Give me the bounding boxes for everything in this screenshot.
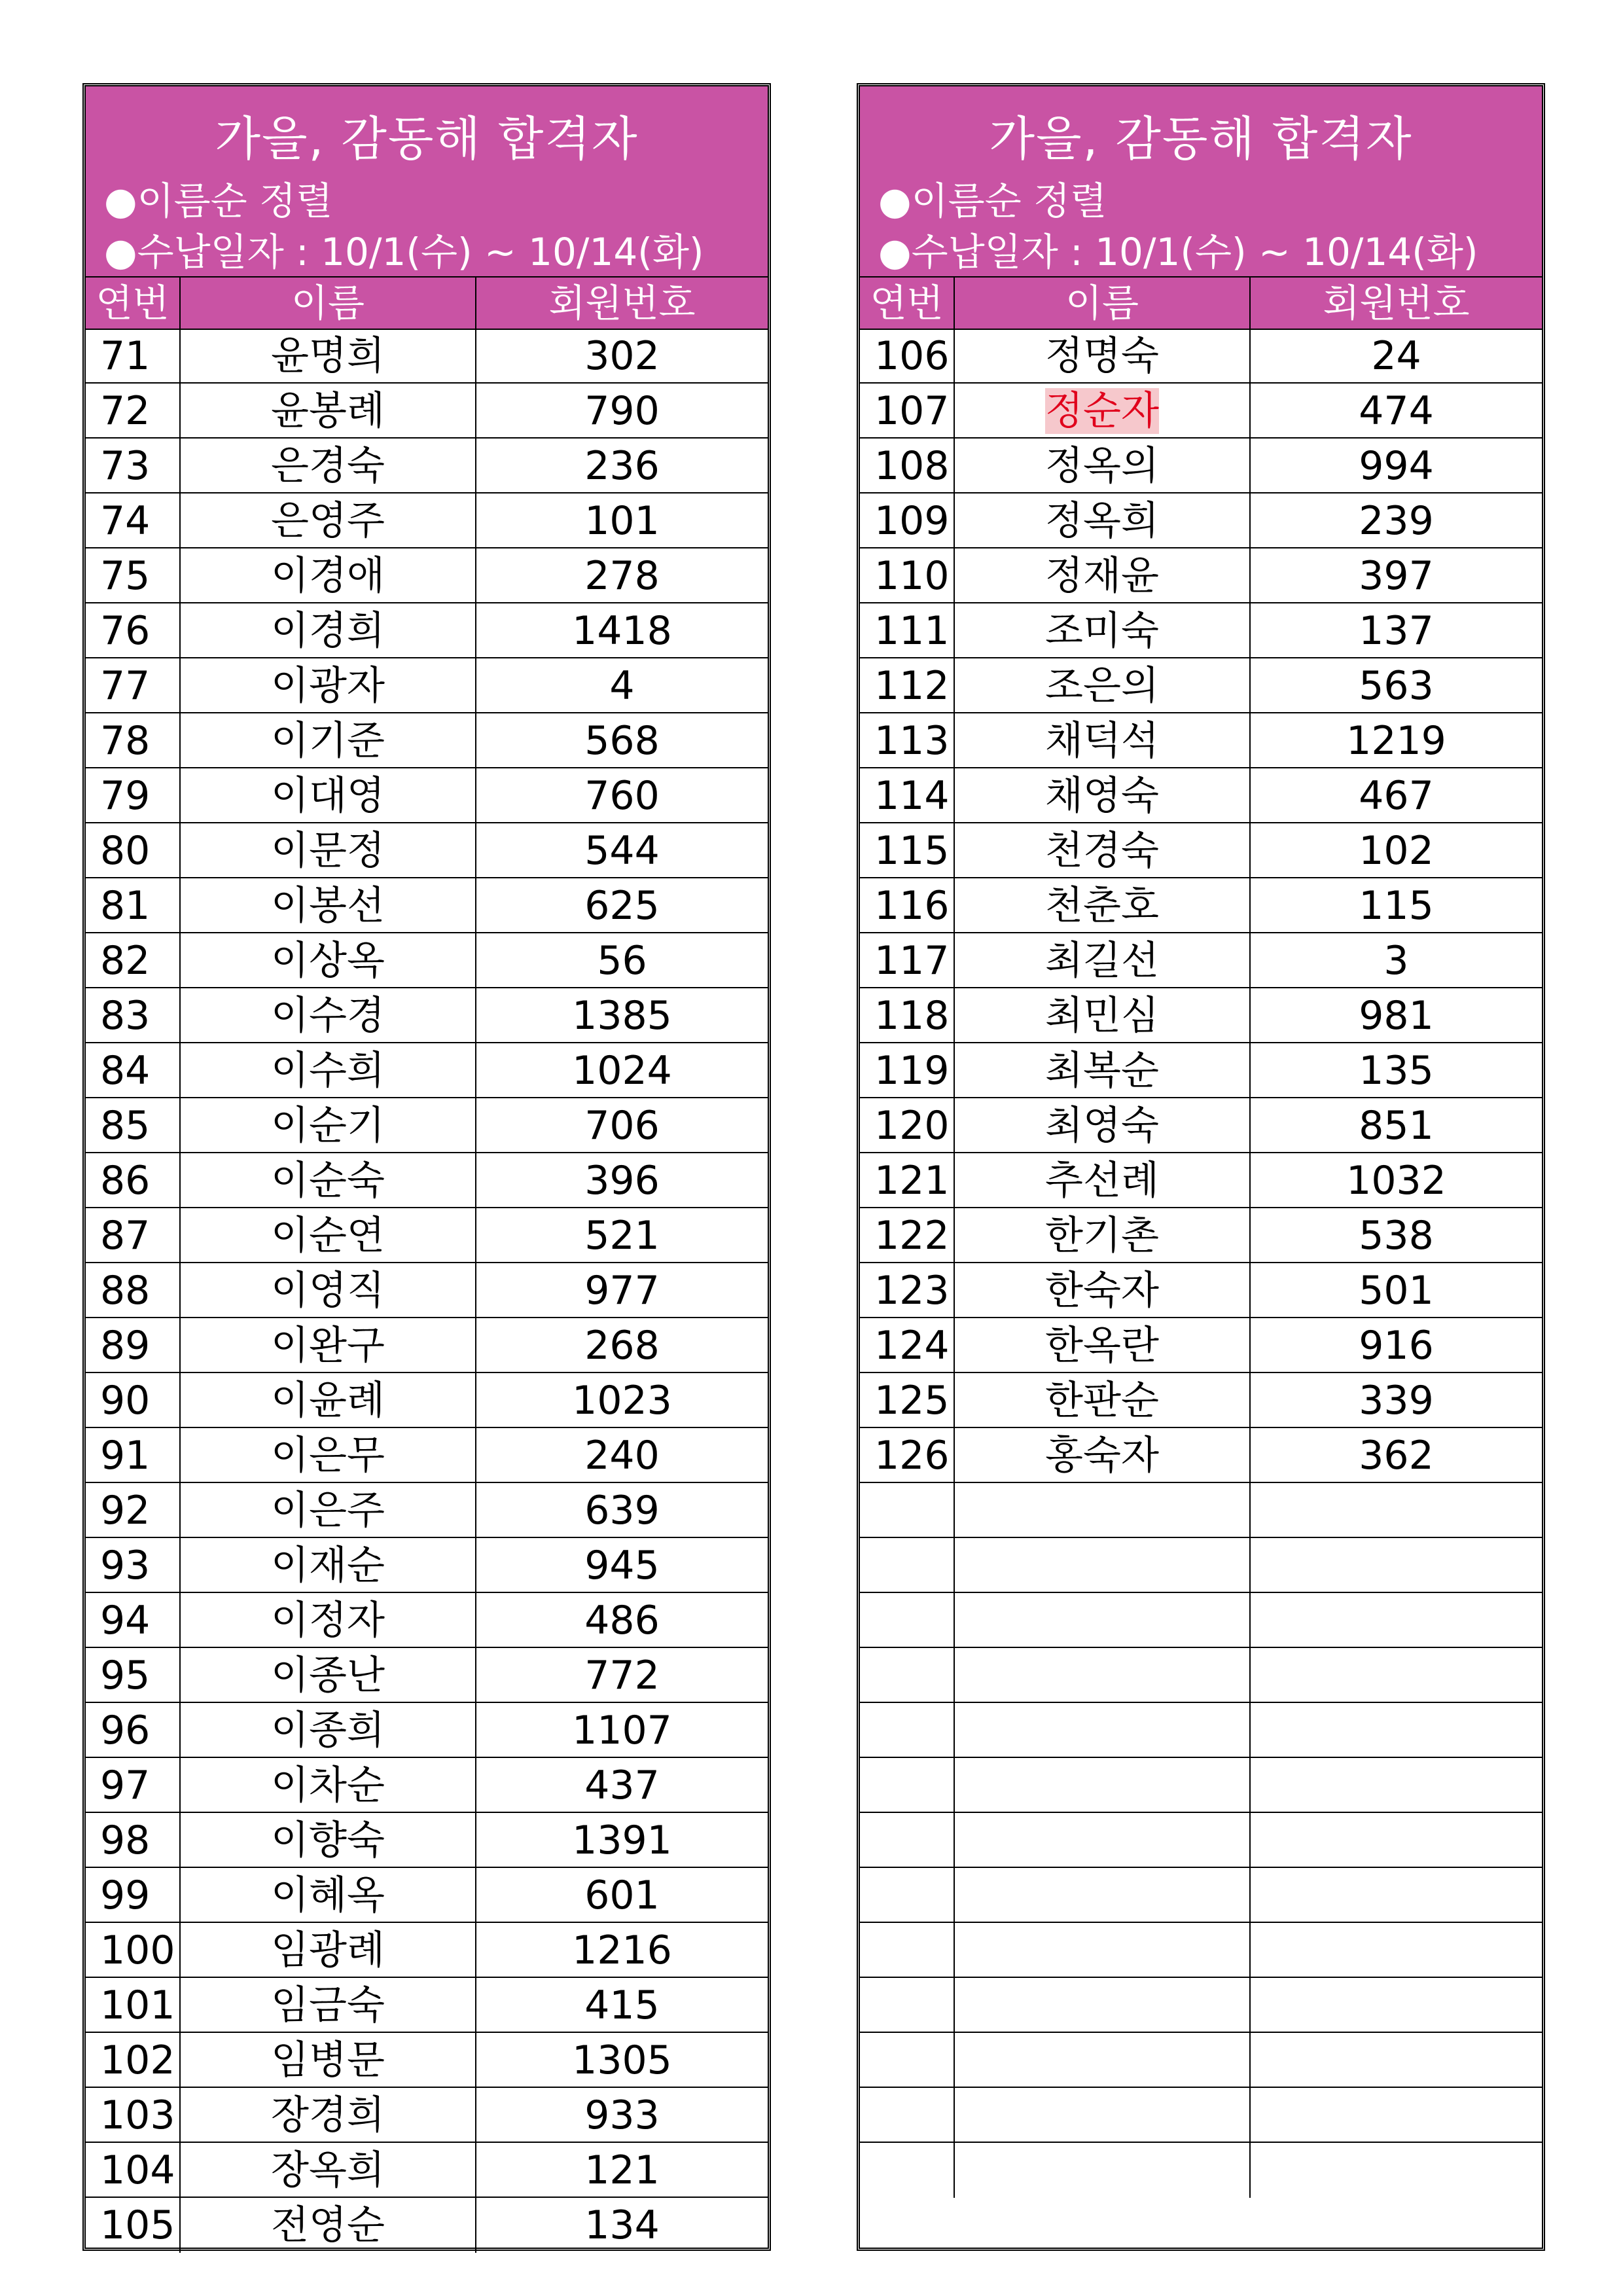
table-row: [860, 933, 1542, 988]
member-name: 이기준: [181, 713, 476, 767]
member-name: [955, 1978, 1251, 2032]
member-name: 장옥희: [181, 2143, 476, 2197]
member-name: 이완구: [181, 1318, 476, 1372]
row-number: 95: [86, 1648, 181, 1702]
member-id: 302: [584, 333, 660, 379]
member-id: 278: [584, 553, 660, 599]
col-member-id: 회원번호: [1323, 281, 1470, 325]
member-name: [955, 1483, 1251, 1537]
member-name: 정옥의: [955, 439, 1251, 492]
member-name: 이수경: [181, 988, 476, 1042]
member-name: [955, 2033, 1251, 2087]
member-name: 이정자: [181, 1593, 476, 1647]
row-number: 126: [860, 1428, 955, 1482]
row-number: 125: [860, 1373, 955, 1427]
member-id: [1251, 2143, 1542, 2198]
row-number: 112: [860, 658, 955, 712]
table-row: [86, 1153, 768, 1208]
highlighted-name: 정순자: [1045, 388, 1159, 434]
row-number: 94: [86, 1593, 181, 1647]
row-number: [860, 1593, 955, 1647]
row-number: 121: [860, 1153, 955, 1207]
table-row: [860, 1483, 1542, 1538]
row-number: 115: [860, 823, 955, 877]
member-id: 115: [1359, 883, 1434, 929]
table-row: [86, 1098, 768, 1153]
row-number: 104: [86, 2143, 181, 2197]
member-name: 이경애: [181, 548, 476, 602]
table-row: [860, 1978, 1542, 2033]
member-id: 396: [584, 1158, 660, 1204]
table-row: [86, 1373, 768, 1428]
table-row: [86, 713, 768, 768]
row-number: 86: [86, 1153, 181, 1207]
column-header-row: [86, 278, 768, 330]
row-number: [860, 2143, 955, 2198]
row-number: 97: [86, 1758, 181, 1812]
row-number: [860, 2033, 955, 2087]
member-id: 625: [584, 883, 660, 929]
table-row: [860, 1318, 1542, 1373]
table-row: [86, 1813, 768, 1868]
row-number: 106: [860, 329, 955, 382]
member-id: 1305: [572, 2037, 672, 2083]
row-number: 83: [86, 988, 181, 1042]
member-name: [955, 1648, 1251, 1702]
col-number: 연번: [860, 278, 955, 329]
sort-note: ●이름순 정렬: [878, 179, 1107, 223]
row-number: 78: [86, 713, 181, 767]
row-number: 88: [86, 1263, 181, 1317]
member-id: 236: [584, 443, 660, 489]
member-id: 1216: [572, 1928, 672, 1973]
member-name: 홍숙자: [955, 1428, 1251, 1482]
row-number: [860, 1758, 955, 1812]
table-row: [860, 548, 1542, 603]
member-name: [955, 1923, 1251, 1977]
table-row: [860, 1428, 1542, 1483]
member-id: 1418: [572, 608, 672, 654]
member-id: 240: [584, 1433, 660, 1479]
row-number: 71: [86, 329, 181, 382]
table-row: [860, 1373, 1542, 1428]
member-id: 1219: [1346, 718, 1446, 764]
member-name: 채영숙: [955, 768, 1251, 822]
member-id: 339: [1359, 1378, 1434, 1424]
table-row: [86, 878, 768, 933]
member-name: 천춘호: [955, 878, 1251, 932]
member-id: 137: [1359, 608, 1434, 654]
row-number: 84: [86, 1043, 181, 1097]
member-name: 이향숙: [181, 1813, 476, 1867]
row-number: 119: [860, 1043, 955, 1097]
row-number: 123: [860, 1263, 955, 1317]
member-id: 851: [1359, 1103, 1434, 1149]
table-row: [86, 329, 768, 384]
table-row: [86, 2033, 768, 2088]
table-row: [860, 1153, 1542, 1208]
member-id: 101: [584, 498, 660, 544]
member-id: 601: [584, 1873, 660, 1918]
row-number: 101: [86, 1978, 181, 2032]
table-row: [86, 493, 768, 548]
member-id: [1251, 1593, 1542, 1647]
member-id: [1251, 1648, 1542, 1702]
member-name: 임병문: [181, 2033, 476, 2087]
member-name: 이혜옥: [181, 1868, 476, 1922]
member-name: 이영직: [181, 1263, 476, 1317]
table-row: [86, 1703, 768, 1758]
member-name: 이재순: [181, 1538, 476, 1592]
member-name: 임광례: [181, 1923, 476, 1977]
member-id: [1251, 1538, 1542, 1592]
table-row: [860, 384, 1542, 439]
member-name: 이순연: [181, 1208, 476, 1262]
table-header: [860, 86, 1542, 278]
member-id: 1023: [572, 1378, 672, 1424]
member-name: 한기촌: [955, 1208, 1251, 1262]
member-name: 한옥란: [955, 1318, 1251, 1372]
table-row: [860, 713, 1542, 768]
member-id: 544: [584, 828, 660, 874]
table-row: [86, 2088, 768, 2143]
member-name: 최민심: [955, 988, 1251, 1042]
member-id: 1391: [572, 1818, 672, 1863]
col-name: 이름: [955, 278, 1251, 329]
member-name: 이문정: [181, 823, 476, 877]
row-number: 122: [860, 1208, 955, 1262]
table-row: [860, 603, 1542, 658]
member-name: 은경숙: [181, 439, 476, 492]
member-name: 이수희: [181, 1043, 476, 1097]
member-id: 1385: [572, 993, 672, 1039]
table-row: [860, 658, 1542, 713]
row-number: 99: [86, 1868, 181, 1922]
member-name: [955, 1813, 1251, 1867]
member-id: [1251, 1813, 1542, 1867]
table-row: [860, 2033, 1542, 2088]
member-id: [1251, 1703, 1542, 1757]
member-id: 268: [584, 1323, 660, 1369]
member-name: [955, 2088, 1251, 2142]
row-number: [860, 1923, 955, 1977]
member-id: [1251, 1758, 1542, 1812]
table-row: [860, 1098, 1542, 1153]
table-row: [860, 439, 1542, 493]
member-id: [1251, 1978, 1542, 2032]
member-id: 24: [1371, 333, 1421, 379]
table-row: [86, 768, 768, 823]
row-number: 96: [86, 1703, 181, 1757]
member-id: 121: [584, 2147, 660, 2193]
row-number: 82: [86, 933, 181, 987]
member-id: 981: [1359, 993, 1434, 1039]
member-id: 563: [1359, 663, 1434, 709]
member-id: 362: [1359, 1433, 1434, 1479]
member-name: 윤봉례: [181, 384, 476, 437]
member-id: 56: [597, 938, 647, 984]
row-number: 76: [86, 603, 181, 657]
member-id: 977: [584, 1268, 660, 1314]
row-number: 103: [86, 2088, 181, 2142]
table-row: [86, 1758, 768, 1813]
member-name: 추선례: [955, 1153, 1251, 1207]
member-name: 이봉선: [181, 878, 476, 932]
row-number: 110: [860, 548, 955, 602]
table-row: [86, 439, 768, 493]
col-name: 이름: [181, 278, 476, 329]
table-header: [86, 86, 768, 278]
member-name: 최길선: [955, 933, 1251, 987]
table-row: [860, 2143, 1542, 2198]
row-number: 114: [860, 768, 955, 822]
table-row: [86, 1978, 768, 2033]
table-row: [86, 933, 768, 988]
row-number: 81: [86, 878, 181, 932]
member-id: 916: [1359, 1323, 1434, 1369]
member-name: 윤명희: [181, 329, 476, 382]
row-number: [860, 1703, 955, 1757]
member-name: 이은주: [181, 1483, 476, 1537]
table-row: [86, 1263, 768, 1318]
col-member-id: 회원번호: [548, 281, 696, 325]
member-name: [955, 1593, 1251, 1647]
member-name: [955, 1868, 1251, 1922]
table-row: [86, 603, 768, 658]
table-body: [86, 329, 768, 2248]
row-number: 73: [86, 439, 181, 492]
table-row: [860, 493, 1542, 548]
table-row: [860, 1703, 1542, 1758]
member-name: 이순숙: [181, 1153, 476, 1207]
row-number: 105: [86, 2198, 181, 2253]
column-header-row: [860, 278, 1542, 330]
member-name: 이상옥: [181, 933, 476, 987]
member-id: 239: [1359, 498, 1434, 544]
row-number: [860, 1868, 955, 1922]
member-id: [1251, 1923, 1542, 1977]
table-row: [86, 1208, 768, 1263]
payment-date-note: ●수납일자 : 10/1(수) ~ 10/14(화): [104, 230, 704, 274]
table-row: [860, 768, 1542, 823]
member-id: 437: [584, 1763, 660, 1808]
row-number: [860, 1648, 955, 1702]
member-id: 706: [584, 1103, 660, 1149]
table-row: [860, 1648, 1542, 1703]
table-row: [86, 823, 768, 878]
member-id: 568: [584, 718, 660, 764]
member-name: 이차순: [181, 1758, 476, 1812]
row-number: [860, 1538, 955, 1592]
member-id: 933: [584, 2092, 660, 2138]
row-number: [860, 2088, 955, 2142]
table-row: [86, 988, 768, 1043]
member-id: 945: [584, 1543, 660, 1588]
table-row: [860, 1868, 1542, 1923]
table-row: [860, 1758, 1542, 1813]
member-id: 538: [1359, 1213, 1434, 1259]
table-row: [860, 1208, 1542, 1263]
table-row: [86, 1648, 768, 1703]
member-name: 이경희: [181, 603, 476, 657]
table-row: [86, 1043, 768, 1098]
table-row: [86, 1538, 768, 1593]
table-row: [86, 1318, 768, 1373]
member-id: 134: [584, 2202, 660, 2248]
table-row: [860, 823, 1542, 878]
table-title: 가을, 감동해 합격자: [989, 111, 1413, 166]
row-number: 85: [86, 1098, 181, 1152]
member-id: 467: [1359, 773, 1434, 819]
member-name: [955, 1703, 1251, 1757]
member-name: 한판순: [955, 1373, 1251, 1427]
row-number: [860, 1978, 955, 2032]
row-number: 75: [86, 548, 181, 602]
row-number: 116: [860, 878, 955, 932]
member-name: [955, 1758, 1251, 1812]
row-number: 111: [860, 603, 955, 657]
member-name: 이대영: [181, 768, 476, 822]
table-row: [860, 1263, 1542, 1318]
table-row: [86, 1923, 768, 1978]
table-row: [860, 1923, 1542, 1978]
member-name: [955, 384, 1251, 437]
member-name: 최영숙: [955, 1098, 1251, 1152]
table-row: [86, 2143, 768, 2198]
table-body: [860, 329, 1542, 2248]
table-row: [86, 2198, 768, 2253]
member-name: 이은무: [181, 1428, 476, 1482]
row-number: 109: [860, 493, 955, 547]
row-number: 90: [86, 1373, 181, 1427]
row-number: 89: [86, 1318, 181, 1372]
member-id: 639: [584, 1488, 660, 1534]
member-id: 397: [1359, 553, 1434, 599]
member-id: 415: [584, 1982, 660, 2028]
member-id: 102: [1359, 828, 1434, 874]
member-id: 474: [1359, 388, 1434, 434]
member-name: 이광자: [181, 658, 476, 712]
member-name: [955, 1538, 1251, 1592]
row-number: 74: [86, 493, 181, 547]
table-row: [860, 2088, 1542, 2143]
row-number: 118: [860, 988, 955, 1042]
table-row: [86, 384, 768, 439]
col-number: 연번: [86, 278, 181, 329]
member-id: 501: [1359, 1268, 1434, 1314]
member-name: 정명숙: [955, 329, 1251, 382]
row-number: [860, 1813, 955, 1867]
row-number: 100: [86, 1923, 181, 1977]
member-id: 486: [584, 1598, 660, 1643]
member-id: 1024: [572, 1048, 672, 1094]
member-name: 이종희: [181, 1703, 476, 1757]
member-id: 3: [1383, 938, 1409, 984]
member-name: 조미숙: [955, 603, 1251, 657]
table-row: [86, 548, 768, 603]
row-number: 120: [860, 1098, 955, 1152]
member-name: 이순기: [181, 1098, 476, 1152]
table-row: [860, 1813, 1542, 1868]
right-table: [857, 83, 1545, 2251]
member-id: 790: [584, 388, 660, 434]
member-name: 은영주: [181, 493, 476, 547]
member-name: [955, 2143, 1251, 2198]
member-id: 772: [584, 1653, 660, 1698]
table-row: [86, 1483, 768, 1538]
table-row: [86, 1593, 768, 1648]
row-number: [860, 1483, 955, 1537]
table-row: [860, 878, 1542, 933]
member-id: [1251, 2088, 1542, 2142]
member-id: [1251, 1868, 1542, 1922]
member-name: 전영순: [181, 2198, 476, 2253]
row-number: 80: [86, 823, 181, 877]
member-name: 천경숙: [955, 823, 1251, 877]
member-id: [1251, 1483, 1542, 1537]
table-row: [860, 1593, 1542, 1648]
member-name: 정옥희: [955, 493, 1251, 547]
member-id: 4: [609, 663, 635, 709]
member-id: 1107: [572, 1708, 672, 1753]
member-id: 521: [584, 1213, 660, 1259]
row-number: 93: [86, 1538, 181, 1592]
member-name: 임금숙: [181, 1978, 476, 2032]
table-row: [860, 329, 1542, 384]
row-number: 102: [86, 2033, 181, 2087]
table-row: [86, 658, 768, 713]
member-name: 장경희: [181, 2088, 476, 2142]
sort-note: ●이름순 정렬: [104, 179, 333, 223]
member-name: 정재윤: [955, 548, 1251, 602]
member-id: 135: [1359, 1048, 1434, 1094]
member-name: 한숙자: [955, 1263, 1251, 1317]
member-name: 이종난: [181, 1648, 476, 1702]
table-row: [860, 988, 1542, 1043]
member-name: 조은의: [955, 658, 1251, 712]
member-id: [1251, 2033, 1542, 2087]
row-number: 108: [860, 439, 955, 492]
member-id: 1032: [1346, 1158, 1446, 1204]
row-number: 87: [86, 1208, 181, 1262]
table-row: [860, 1043, 1542, 1098]
payment-date-note: ●수납일자 : 10/1(수) ~ 10/14(화): [878, 230, 1478, 274]
table-row: [860, 1538, 1542, 1593]
member-name: 채덕석: [955, 713, 1251, 767]
row-number: 72: [86, 384, 181, 437]
row-number: 98: [86, 1813, 181, 1867]
table-row: [86, 1868, 768, 1923]
member-name: 이윤례: [181, 1373, 476, 1427]
row-number: 107: [860, 384, 955, 437]
row-number: 117: [860, 933, 955, 987]
row-number: 79: [86, 768, 181, 822]
left-table: [82, 83, 771, 2251]
row-number: 77: [86, 658, 181, 712]
row-number: 113: [860, 713, 955, 767]
member-id: 760: [584, 773, 660, 819]
row-number: 124: [860, 1318, 955, 1372]
member-id: 994: [1359, 443, 1434, 489]
member-name: 최복순: [955, 1043, 1251, 1097]
table-title: 가을, 감동해 합격자: [215, 111, 639, 166]
table-row: [86, 1428, 768, 1483]
row-number: 92: [86, 1483, 181, 1537]
row-number: 91: [86, 1428, 181, 1482]
